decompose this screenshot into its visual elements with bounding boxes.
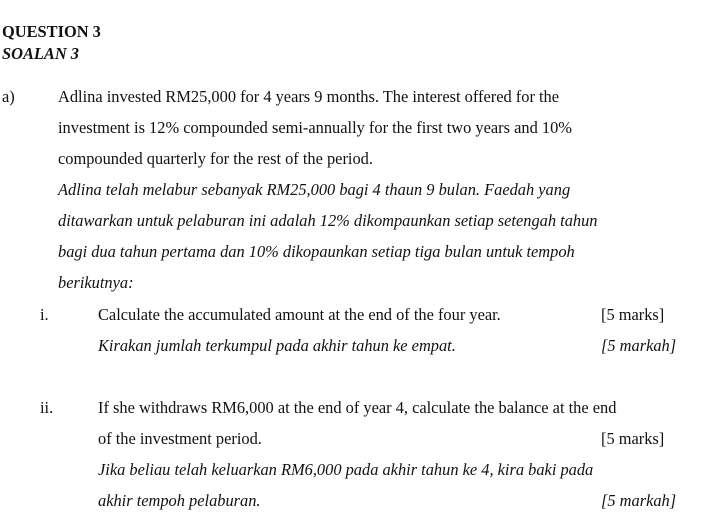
sub-question-ii-malay-line-2: akhir tempoh pelaburan. <box>98 491 261 510</box>
sub-question-i-malay-text: Kirakan jumlah terkumpul pada akhir tahun ke empat. <box>98 336 456 355</box>
sub-question-ii-text-line-2: of the investment period. <box>98 429 262 448</box>
sub-question-i-marks: [5 marks] <box>601 305 665 324</box>
part-a-label: a) <box>2 87 15 106</box>
sub-question-ii-malay-marks: [5 markah] <box>601 491 677 510</box>
part-a-ms-line-1: Adlina telah melabur sebanyak RM25,000 bagi 4 thaun 9 bulan. Faedah yang <box>58 180 571 199</box>
sub-question-i-label: i. <box>40 305 49 324</box>
part-a-ms-line-4: berikutnya: <box>58 273 134 292</box>
sub-question-i-malay-marks: [5 markah] <box>601 336 677 355</box>
sub-question-ii-text-line-1: If she withdraws RM6,000 at the end of year 4, calculate the balance at the end <box>98 398 617 417</box>
question-heading-malay: SOALAN 3 <box>2 44 79 63</box>
sub-question-ii-marks: [5 marks] <box>601 429 665 448</box>
sub-question-i-text: Calculate the accumulated amount at the end of the four year. <box>98 305 501 324</box>
part-a-ms-line-3: bagi dua tahun pertama dan 10% dikopaunkan setiap tiga bulan untuk tempoh <box>58 242 575 261</box>
sub-question-ii-malay-line-1: Jika beliau telah keluarkan RM6,000 pada akhir tahun ke 4, kira baki pada <box>98 460 594 479</box>
part-a-ms-line-2: ditawarkan untuk pelaburan ini adalah 12% dikompaunkan setiap setengah tahun <box>58 211 598 230</box>
sub-question-ii-label: ii. <box>40 398 54 417</box>
part-a-en-line-2: investment is 12% compounded semi-annually for the first two years and 10% <box>58 118 572 137</box>
question-heading: QUESTION 3 <box>2 22 101 41</box>
part-a-en-line-3: compounded quarterly for the rest of the period. <box>58 149 373 168</box>
part-a-en-line-1: Adlina invested RM25,000 for 4 years 9 months. The interest offered for the <box>58 87 560 106</box>
